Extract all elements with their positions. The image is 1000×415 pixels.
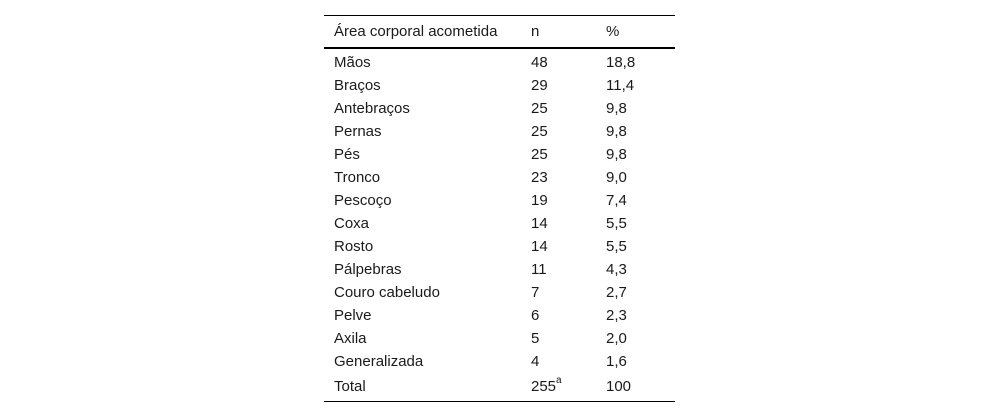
cell-area: Rosto (334, 238, 374, 255)
cell-pct: 18,8 (606, 54, 636, 71)
cell-n: 4 (531, 353, 540, 370)
table-row (324, 97, 675, 120)
table-row (324, 327, 675, 350)
header-n: n (521, 16, 596, 49)
cell-pct: 2,7 (606, 284, 627, 301)
cell-area: Pelve (334, 307, 372, 324)
table-row (324, 281, 675, 304)
table-row (324, 258, 675, 281)
cell-pct: 9,8 (606, 123, 627, 140)
cell-n: 6 (531, 307, 540, 324)
table-row (324, 304, 675, 327)
body-area-table (324, 15, 675, 402)
cell-n: 19 (531, 192, 548, 209)
cell-pct: 2,0 (606, 330, 627, 347)
table-row (324, 120, 675, 143)
cell-area: Pés (334, 146, 360, 163)
total-n-value: 255 (531, 377, 557, 395)
cell-n: 7 (531, 284, 540, 301)
cell-area: Coxa (334, 215, 370, 232)
cell-area: Pernas (334, 123, 382, 140)
cell-pct: 9,0 (606, 169, 627, 186)
cell-area: Mãos (334, 54, 371, 71)
cell-area: Generalizada (334, 353, 424, 370)
cell-n: 11 (531, 261, 547, 278)
cell-n: 5 (531, 330, 540, 347)
table-row (324, 189, 675, 212)
cell-pct: 2,3 (606, 307, 627, 324)
table-total-row (324, 373, 675, 402)
total-n (521, 373, 596, 402)
cell-area: Braços (334, 77, 381, 94)
cell-pct: 11,4 (606, 77, 635, 94)
cell-pct: 5,5 (606, 215, 627, 232)
cell-n: 14 (531, 238, 548, 255)
cell-n: 14 (531, 215, 548, 232)
cell-pct: 4,3 (606, 261, 627, 278)
cell-n: 29 (531, 77, 548, 94)
cell-pct: 9,8 (606, 146, 627, 163)
total-pct: 100 (596, 373, 675, 402)
cell-area: Pálpebras (334, 261, 402, 278)
table-body (324, 48, 675, 373)
table-row (324, 350, 675, 373)
total-n-footnote: a (556, 374, 562, 386)
cell-pct: 1,6 (606, 353, 627, 370)
table-row (324, 143, 675, 166)
cell-pct: 7,4 (606, 192, 627, 209)
cell-n: 25 (531, 123, 548, 140)
header-pct: % (596, 16, 675, 49)
cell-n: 25 (531, 146, 548, 163)
cell-area: Antebraços (334, 100, 410, 117)
cell-n: 25 (531, 100, 548, 117)
table-row (324, 166, 675, 189)
cell-n: 23 (531, 169, 548, 186)
table-row (324, 48, 675, 74)
table-row (324, 235, 675, 258)
table-row (324, 212, 675, 235)
cell-n: 48 (531, 54, 548, 71)
cell-area: Axila (334, 330, 367, 347)
cell-pct: 5,5 (606, 238, 627, 255)
cell-area: Pescoço (334, 192, 392, 209)
total-label: Total (324, 373, 521, 402)
cell-area: Couro cabeludo (334, 284, 440, 301)
header-area: Área corporal acometida (324, 16, 521, 49)
cell-pct: 9,8 (606, 100, 627, 117)
table-header-row (324, 16, 675, 49)
table-row (324, 74, 675, 97)
cell-area: Tronco (334, 169, 381, 186)
